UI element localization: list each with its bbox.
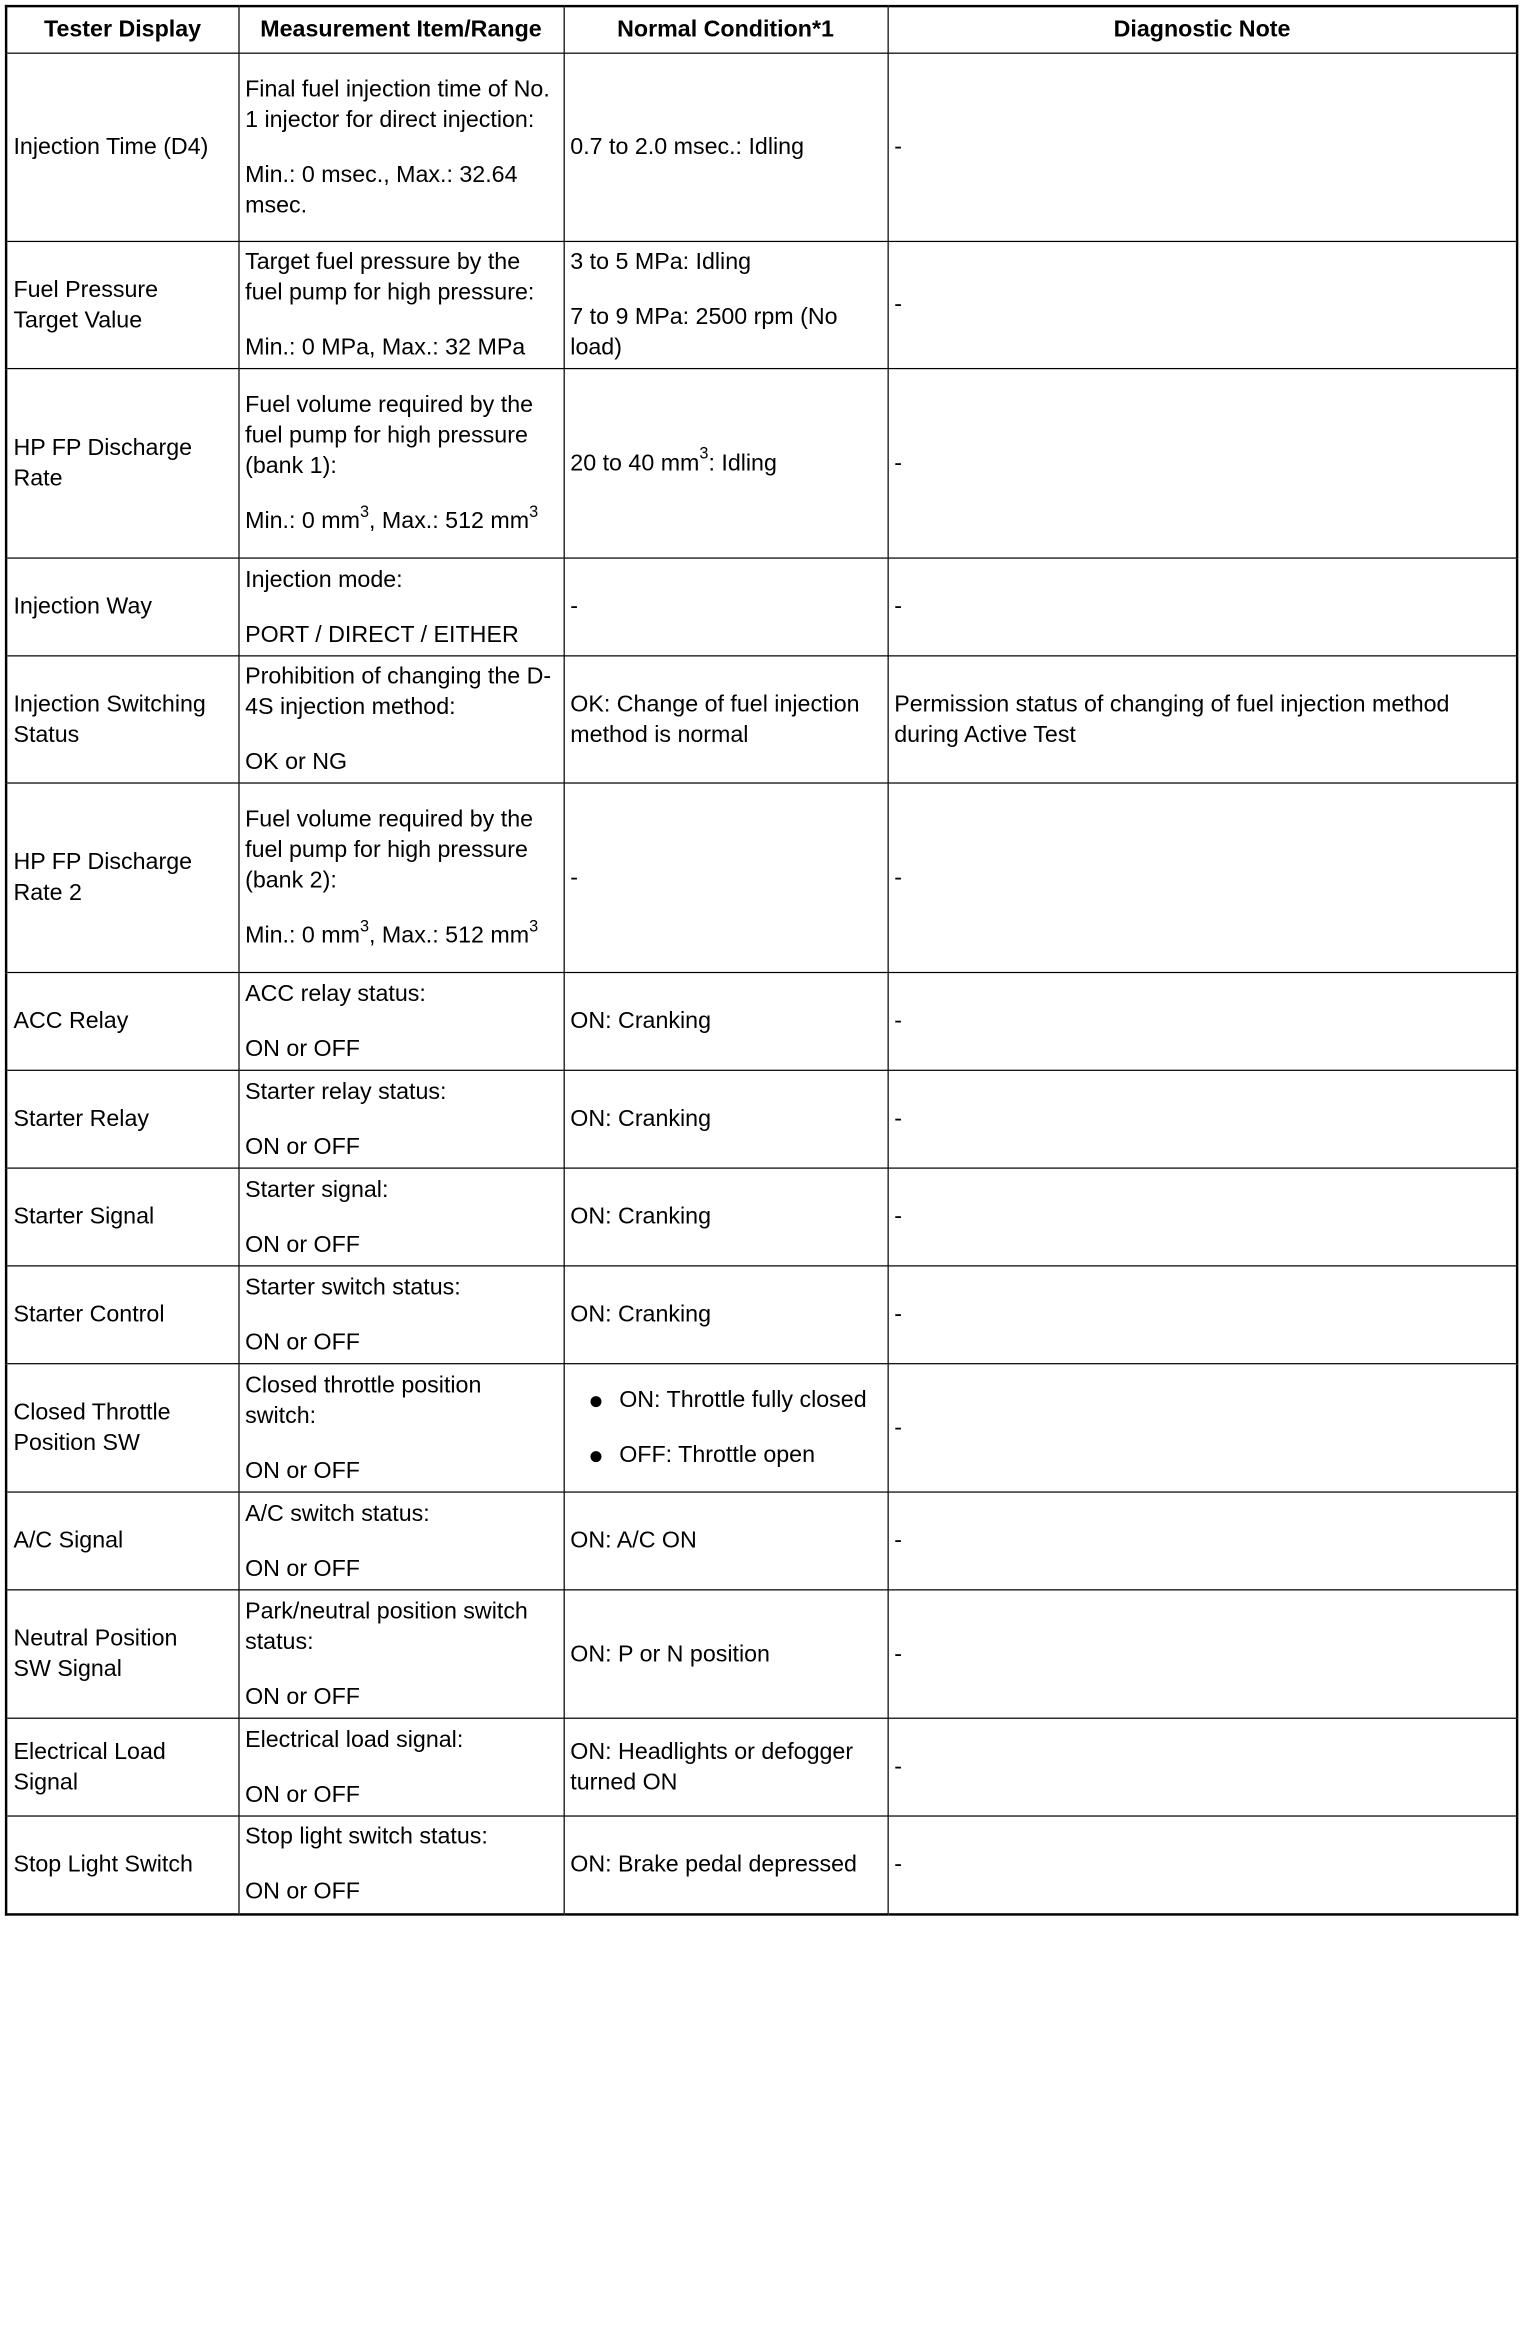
table-row — [6, 1816, 1517, 1914]
measurement-cell: ACC relay status: ON or OFF — [238, 972, 563, 1070]
table-row — [6, 1070, 1517, 1168]
measurement-cell: Fuel volume required by the fuel pump for high pressure (bank 2): Min.: 0 $mm^3$, Max.: 512 $mm^3$ — [238, 783, 563, 972]
header-measurement-item: Measurement Item/Range — [238, 6, 563, 53]
measurement-cell: Starter signal: ON or OFF — [238, 1168, 563, 1266]
tester-display-cell: Injection Switching Status — [6, 656, 238, 783]
table-row — [6, 558, 1517, 656]
diagnostic-note-cell: - — [888, 1364, 1518, 1492]
measurement-cell: Target fuel pressure by the fuel pump for high pressure: Min.: 0 MPa, Max.: 32 MPa — [238, 241, 563, 368]
tester-display-cell: HP FP Discharge Rate 2 — [6, 783, 238, 972]
normal-condition-cell: ON: Brake pedal depressed — [564, 1816, 888, 1914]
normal-condition-cell — [564, 1364, 888, 1492]
tester-display-cell: HP FP Discharge Rate — [6, 369, 238, 558]
tester-display-cell: Fuel Pressure Target Value — [6, 241, 238, 368]
tester-display-cell: Closed Throttle Position SW — [6, 1364, 238, 1492]
normal-condition-cell: ON: Cranking — [564, 1070, 888, 1168]
normal-condition-cell: 20 to 40 $mm^3$: Idling — [564, 369, 888, 558]
measurement-cell: A/C switch status: ON or OFF — [238, 1492, 563, 1590]
measurement-cell: Stop light switch status: ON or OFF — [238, 1816, 563, 1914]
header-tester-display: Tester Display — [6, 6, 238, 53]
normal-condition-cell: ON: Headlights or defogger turned ON — [564, 1718, 888, 1816]
diagnostic-note-cell: Permission status of changing of fuel injection method during Active Test — [888, 656, 1518, 783]
table-row — [6, 1718, 1517, 1816]
tester-display-cell: ACC Relay — [6, 972, 238, 1070]
normal-condition-cell: 0.7 to 2.0 msec.: Idling — [564, 53, 888, 241]
tester-display-cell: Injection Time (D4) — [6, 53, 238, 241]
measurement-cell: Closed throttle position switch: ON or OFF — [238, 1364, 563, 1492]
diagnostic-note-cell: - — [888, 1590, 1518, 1718]
table-row — [6, 783, 1517, 972]
table-row — [6, 241, 1517, 368]
header-row — [6, 6, 1517, 53]
tester-display-cell: Starter Signal — [6, 1168, 238, 1266]
normal-condition-cell: OK: Change of fuel injection method is normal — [564, 656, 888, 783]
diagnostic-note-cell: - — [888, 1492, 1518, 1590]
tester-display-cell: Injection Way — [6, 558, 238, 656]
diagnostic-note-cell: - — [888, 783, 1518, 972]
tester-display-cell: Starter Control — [6, 1266, 238, 1364]
measurement-cell: Park/neutral position switch status: ON or OFF — [238, 1590, 563, 1718]
normal-condition-cell: - — [564, 783, 888, 972]
measurement-cell: Injection mode: PORT / DIRECT / EITHER — [238, 558, 563, 656]
measurement-cell: Fuel volume required by the fuel pump for high pressure (bank 1): Min.: 0 $mm^3$, Max.: 512 $mm^3$ — [238, 369, 563, 558]
diagnostic-note-cell: - — [888, 369, 1518, 558]
table-row — [6, 53, 1517, 241]
table-row — [6, 1492, 1517, 1590]
list-item: OFF: Throttle open — [570, 1440, 881, 1471]
table-row — [6, 1168, 1517, 1266]
diagnostic-note-cell: - — [888, 1816, 1518, 1914]
normal-condition-cell: - — [564, 558, 888, 656]
list-item: ON: Throttle fully closed — [570, 1385, 881, 1416]
tester-display-cell: Neutral Position SW Signal — [6, 1590, 238, 1718]
table-row — [6, 656, 1517, 783]
table-row — [6, 1364, 1517, 1492]
measurement-cell: Starter relay status: ON or OFF — [238, 1070, 563, 1168]
table-row — [6, 1590, 1517, 1718]
bullet-icon — [590, 1396, 601, 1407]
measurement-cell: Final fuel injection time of No. 1 injector for direct injection: Min.: 0 msec., Max.: 32.64 msec. — [238, 53, 563, 241]
tester-display-cell: Starter Relay — [6, 1070, 238, 1168]
tester-display-cell: Electrical Load Signal — [6, 1718, 238, 1816]
diagnostic-note-cell: - — [888, 53, 1518, 241]
measurement-cell: Electrical load signal: ON or OFF — [238, 1718, 563, 1816]
diagnostic-note-cell: - — [888, 1266, 1518, 1364]
data-list-table — [5, 5, 1518, 1915]
diagnostic-note-cell: - — [888, 558, 1518, 656]
table-row — [6, 972, 1517, 1070]
normal-condition-cell: ON: P or N position — [564, 1590, 888, 1718]
diagnostic-note-cell: - — [888, 241, 1518, 368]
normal-condition-cell: ON: Cranking — [564, 972, 888, 1070]
diagnostic-note-cell: - — [888, 972, 1518, 1070]
normal-condition-cell: 3 to 5 MPa: Idling 7 to 9 MPa: 2500 rpm (No load) — [564, 241, 888, 368]
tester-display-cell: Stop Light Switch — [6, 1816, 238, 1914]
header-diagnostic-note: Diagnostic Note — [888, 6, 1518, 53]
normal-condition-bullets — [570, 1385, 881, 1471]
diagnostic-note-cell: - — [888, 1718, 1518, 1816]
measurement-cell: Starter switch status: ON or OFF — [238, 1266, 563, 1364]
diagnostic-note-cell: - — [888, 1070, 1518, 1168]
diagnostic-note-cell: - — [888, 1168, 1518, 1266]
table-row — [6, 369, 1517, 558]
normal-condition-cell: ON: Cranking — [564, 1168, 888, 1266]
table-row — [6, 1266, 1517, 1364]
header-normal-condition: Normal Condition*1 — [564, 6, 888, 53]
tester-display-cell: A/C Signal — [6, 1492, 238, 1590]
measurement-cell: Prohibition of changing the D-4S injection method: OK or NG — [238, 656, 563, 783]
normal-condition-cell: ON: A/C ON — [564, 1492, 888, 1590]
bullet-icon — [590, 1451, 601, 1462]
normal-condition-cell: ON: Cranking — [564, 1266, 888, 1364]
